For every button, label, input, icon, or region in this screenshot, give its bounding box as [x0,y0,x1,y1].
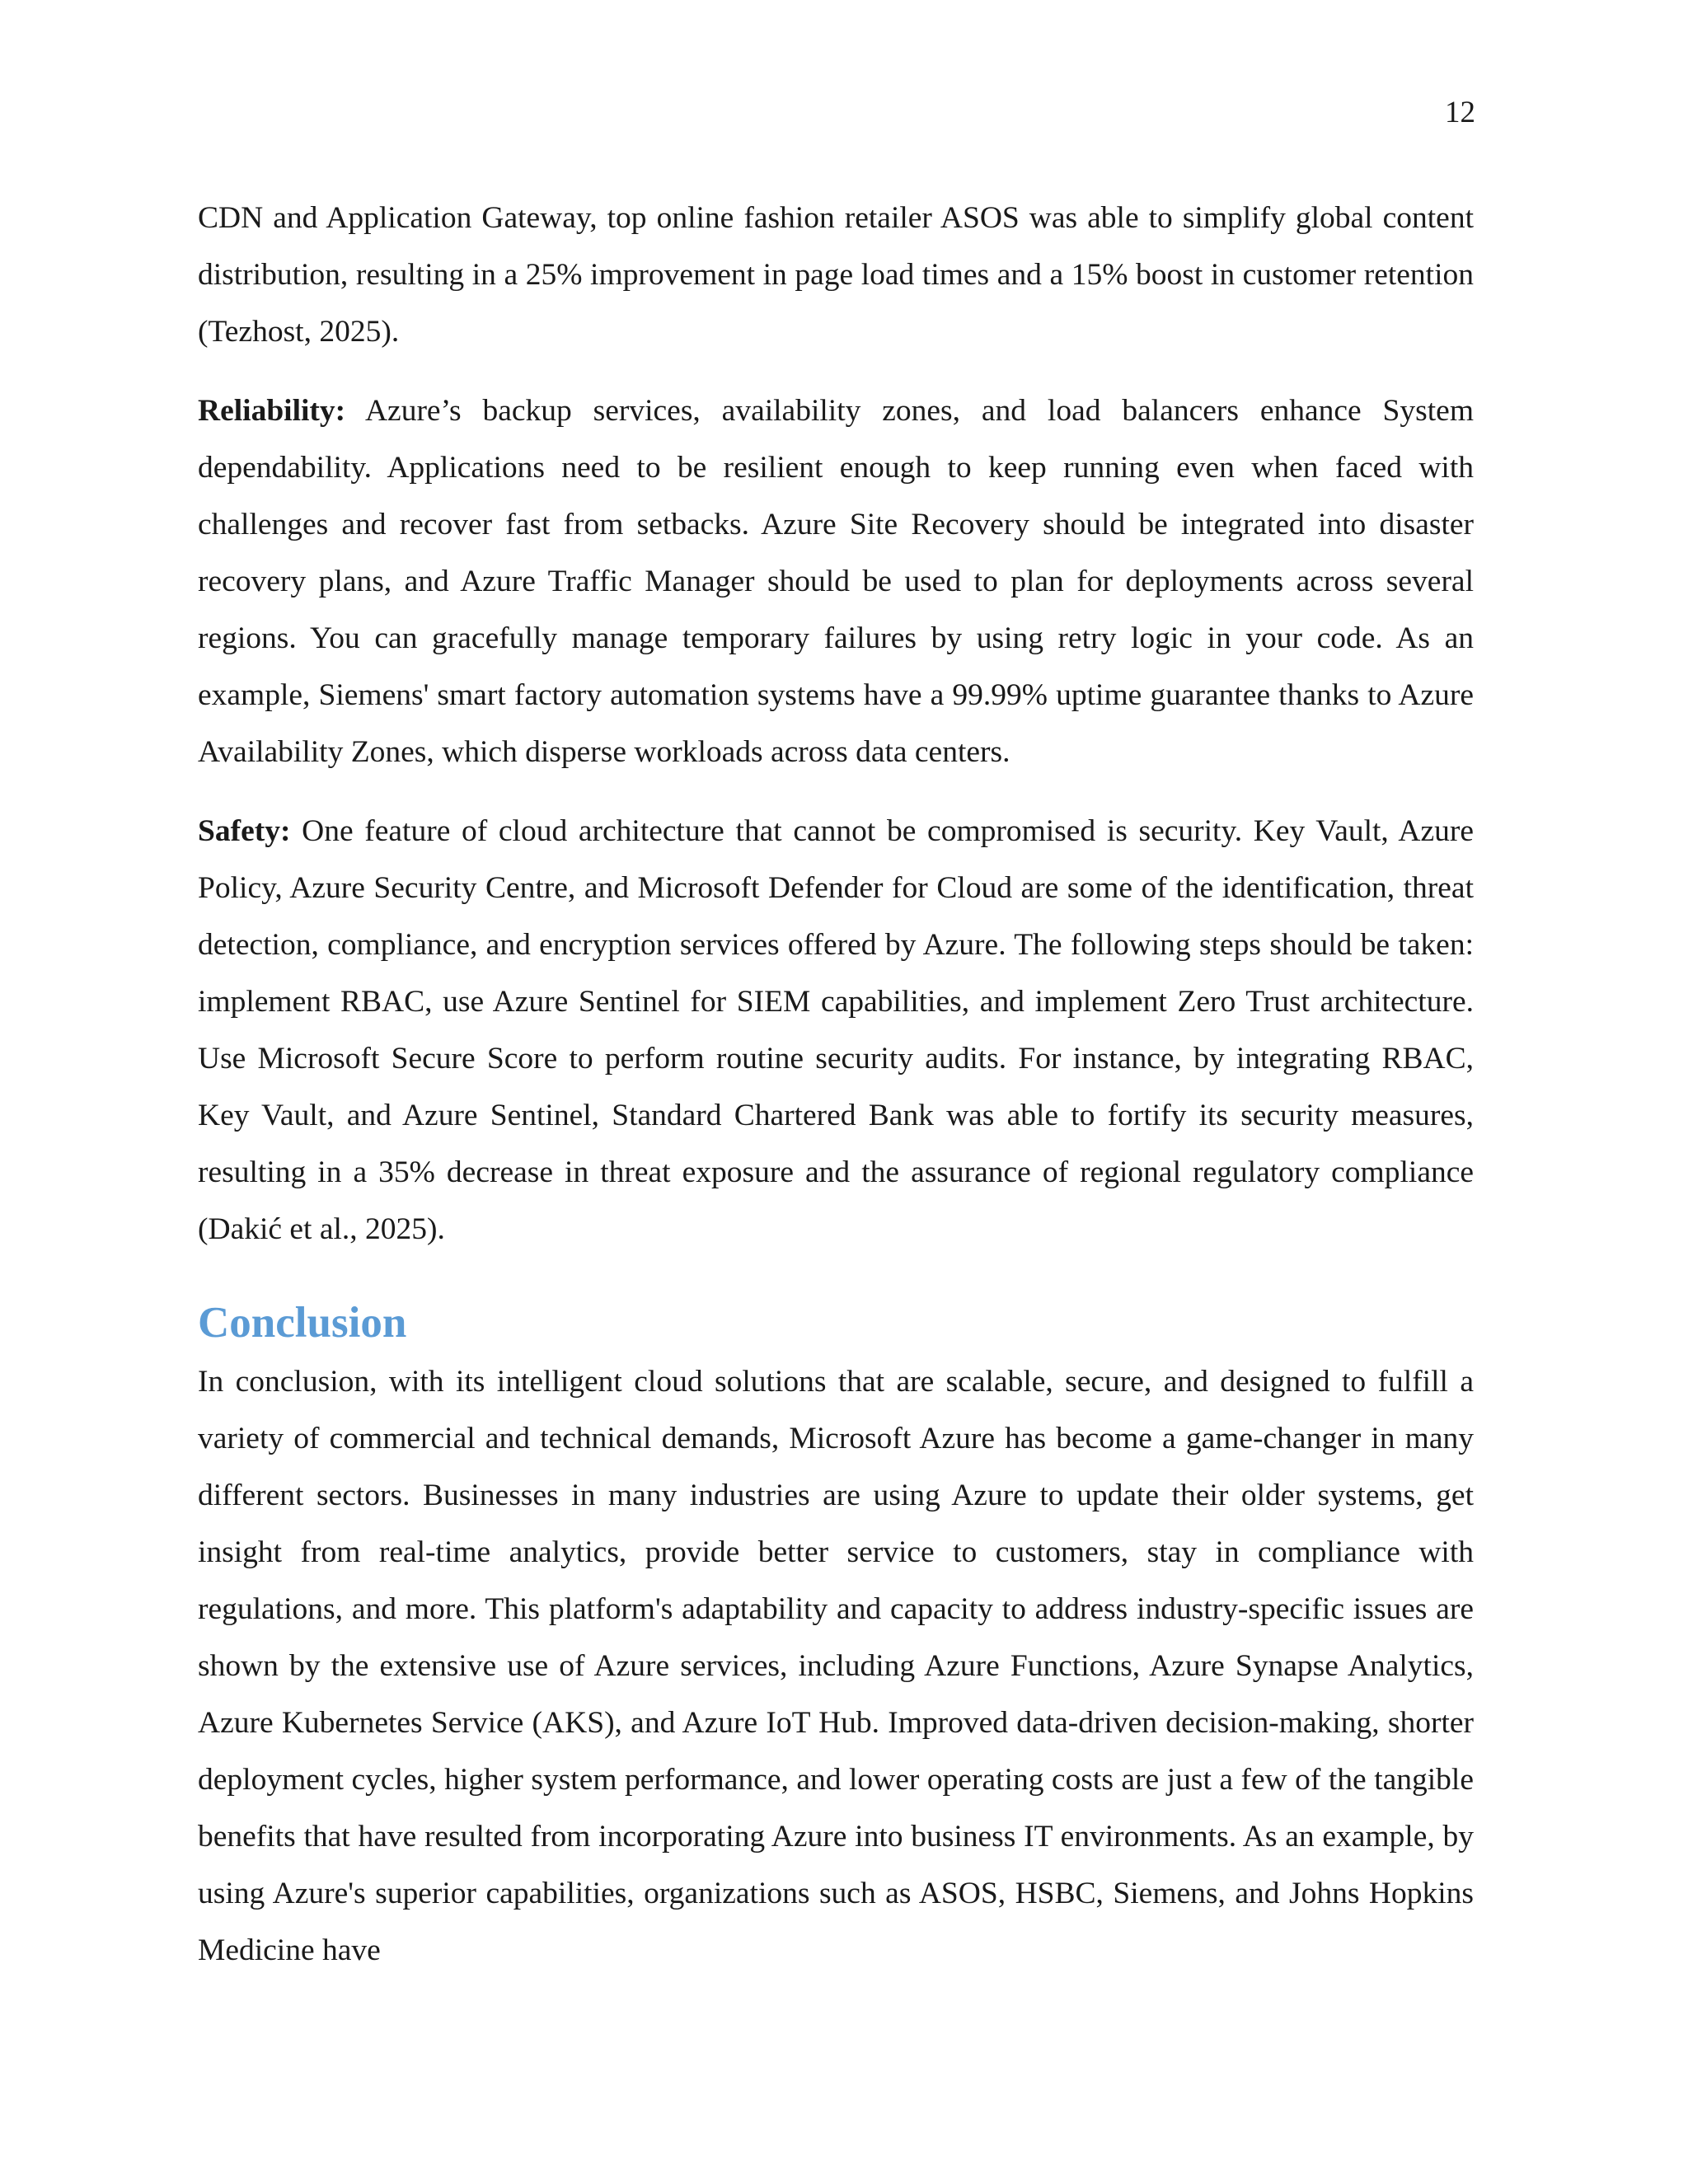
reliability-text: Azure’s backup services, availability zones, and load balancers enhance System dependability. Applications need to be resilient enough to keep running even when faced with challenges and recover fast from setbacks. Azure Site Recovery should be integrated into disaster recovery plans, and Azure Traffic Manager should be used to plan for deployments across several regions. You can gracefully manage temporary failures by using retry logic in your code. As an example, Siemens' smart factory automation systems have a 99.99% uptime guarantee thanks to Azure Availability Zones, which disperse workloads across data centers. [198,394,1474,769]
conclusion-paragraph: In conclusion, with its intelligent cloud solutions that are scalable, secure, and designed to fulfill a variety of commercial and technical demands, Microsoft Azure has become a game-changer in many different sectors. Businesses in many industries are using Azure to update their older systems, get insight from real-time analytics, provide better service to customers, stay in compliance with regulations, and more. This platform's adaptability and capacity to address industry-specific issues are shown by the extensive use of Azure services, including Azure Functions, Azure Synapse Analytics, Azure Kubernetes Service (AKS), and Azure IoT Hub. Improved data-driven decision-making, shorter deployment cycles, higher system performance, and lower operating costs are just a few of the tangible benefits that have resulted from incorporating Azure into business IT environments. As an example, by using Azure's superior capabilities, organizations such as ASOS, HSBC, Siemens, and Johns Hopkins Medicine have [198,1365,1474,1968]
page-content [198,190,1474,2001]
reliability-paragraph [198,382,1474,780]
reliability-label: Reliability: [198,394,346,428]
conclusion-heading: Conclusion [198,1299,407,1347]
intro-paragraph: CDN and Application Gateway, top online fashion retailer ASOS was able to simplify global content distribution, resulting in a 25% improvement in page load times and a 15% boost in customer retention (Tezhost, 2025). [198,201,1474,349]
safety-text: One feature of cloud architecture that cannot be compromised is security. Key Vault, Azure Policy, Azure Security Centre, and Microsoft Defender for Cloud are some of the identification, threat detection, compliance, and encryption services offered by Azure. The following steps should be taken: implement RBAC, use Azure Sentinel for SIEM capabilities, and implement Zero Trust architecture. Use Microsoft Secure Score to perform routine security audits. For instance, by integrating RBAC, Key Vault, and Azure Sentinel, Standard Chartered Bank was able to fortify its security measures, resulting in a 35% decrease in threat exposure and the assurance of regional regulatory compliance (Dakić et al., 2025). [198,814,1474,1246]
safety-paragraph [198,803,1474,1258]
safety-label: Safety: [198,814,291,848]
page-number: 12 [1445,96,1475,129]
